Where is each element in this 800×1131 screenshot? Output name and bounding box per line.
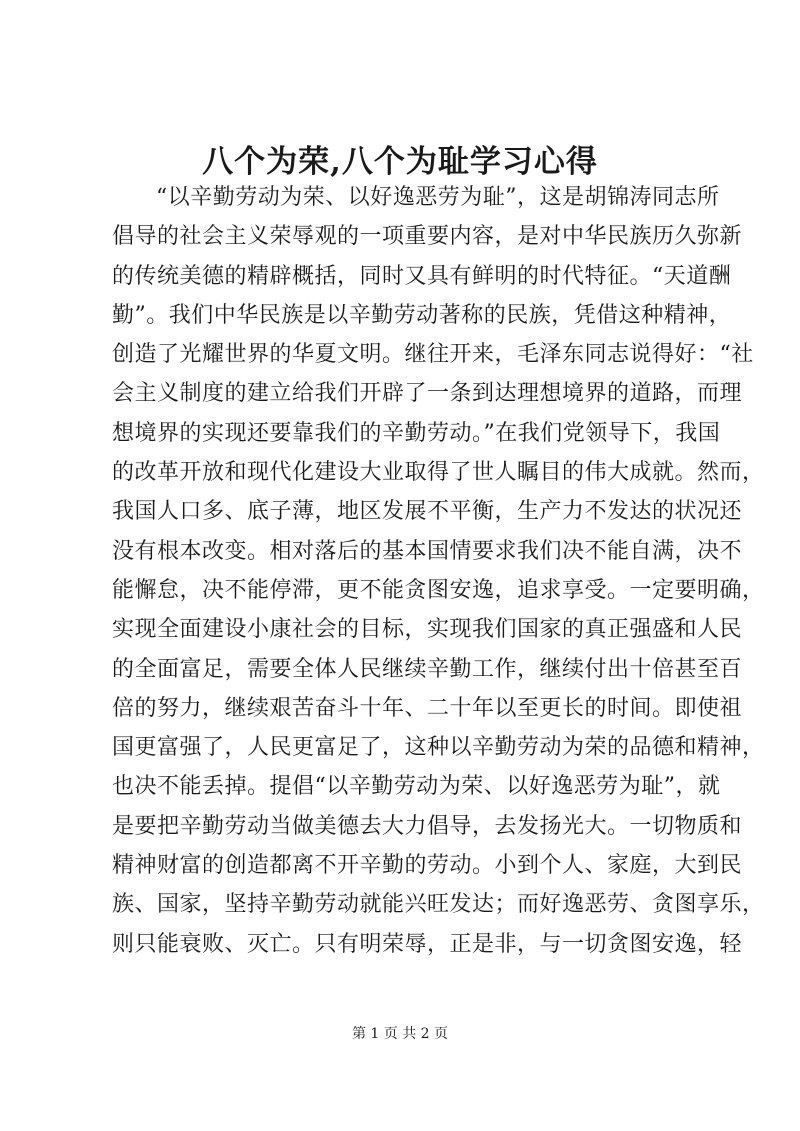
body-line: 实现全面建设小康社会的目标，实现我们国家的真正强盛和人民 (112, 617, 743, 643)
body-line: 会主义制度的建立给我们开辟了一条到达理想境界的道路，而理 (112, 381, 743, 407)
body-line: 倡导的社会主义荣辱观的一项重要内容，是对中华民族历久弥新 (112, 224, 743, 250)
body-line: 则只能衰败、灭亡。只有明荣辱，正是非，与一切贪图安逸，轻 (112, 931, 743, 957)
body-line: “以辛勤劳动为荣、以好逸恶劳为耻”，这是胡锦涛同志所 (156, 185, 720, 210)
body-line: 能懈怠，决不能停滞，更不能贪图安逸，追求享受。一定要明确， (112, 577, 765, 603)
body-line: 也决不能丢掉。提倡“以辛勤劳动为荣、以好逸恶劳为耻”，就 (112, 774, 721, 800)
body-line: 倍的努力，继续艰苦奋斗十年、二十年以至更长的时间。即使祖 (112, 695, 743, 721)
body-line: 的全面富足，需要全体人民继续辛勤工作，继续付出十倍甚至百 (112, 656, 743, 682)
body-line: 勤”。我们中华民族是以辛勤劳动著称的民族，凭借这种精神， (112, 302, 732, 328)
document-body (112, 178, 765, 964)
page-number: 第 1 页 共 2 页 (351, 1026, 449, 1042)
body-line: 是要把辛勤劳动当做美德去大力倡导，去发扬光大。一切物质和 (112, 813, 743, 839)
document-title: 八个为荣,八个为耻学习心得 (202, 144, 598, 180)
body-line: 的传统美德的精辟概括，同时又具有鲜明的时代特征。“天道酬 (112, 263, 732, 289)
body-line: 想境界的实现还要靠我们的辛勤劳动。”在我们党领导下，我国 (112, 420, 721, 446)
body-line: 的改革开放和现代化建设大业取得了世人瞩目的伟大成就。然而， (112, 460, 765, 486)
body-line: 创造了光耀世界的华夏文明。继往开来，毛泽东同志说得好：“社 (112, 342, 754, 368)
body-line: 族、国家，坚持辛勤劳动就能兴旺发达；而好逸恶劳、贪图享乐， (112, 892, 765, 918)
body-line: 精神财富的创造都离不开辛勤的劳动。小到个人、家庭，大到民 (112, 853, 743, 879)
body-line: 国更富强了，人民更富足了，这种以辛勤劳动为荣的品德和精神， (112, 735, 765, 761)
body-line: 我国人口多、底子薄，地区发展不平衡，生产力不发达的状况还 (112, 499, 743, 525)
body-line: 没有根本改变。相对落后的基本国情要求我们决不能自满，决不 (112, 538, 743, 564)
